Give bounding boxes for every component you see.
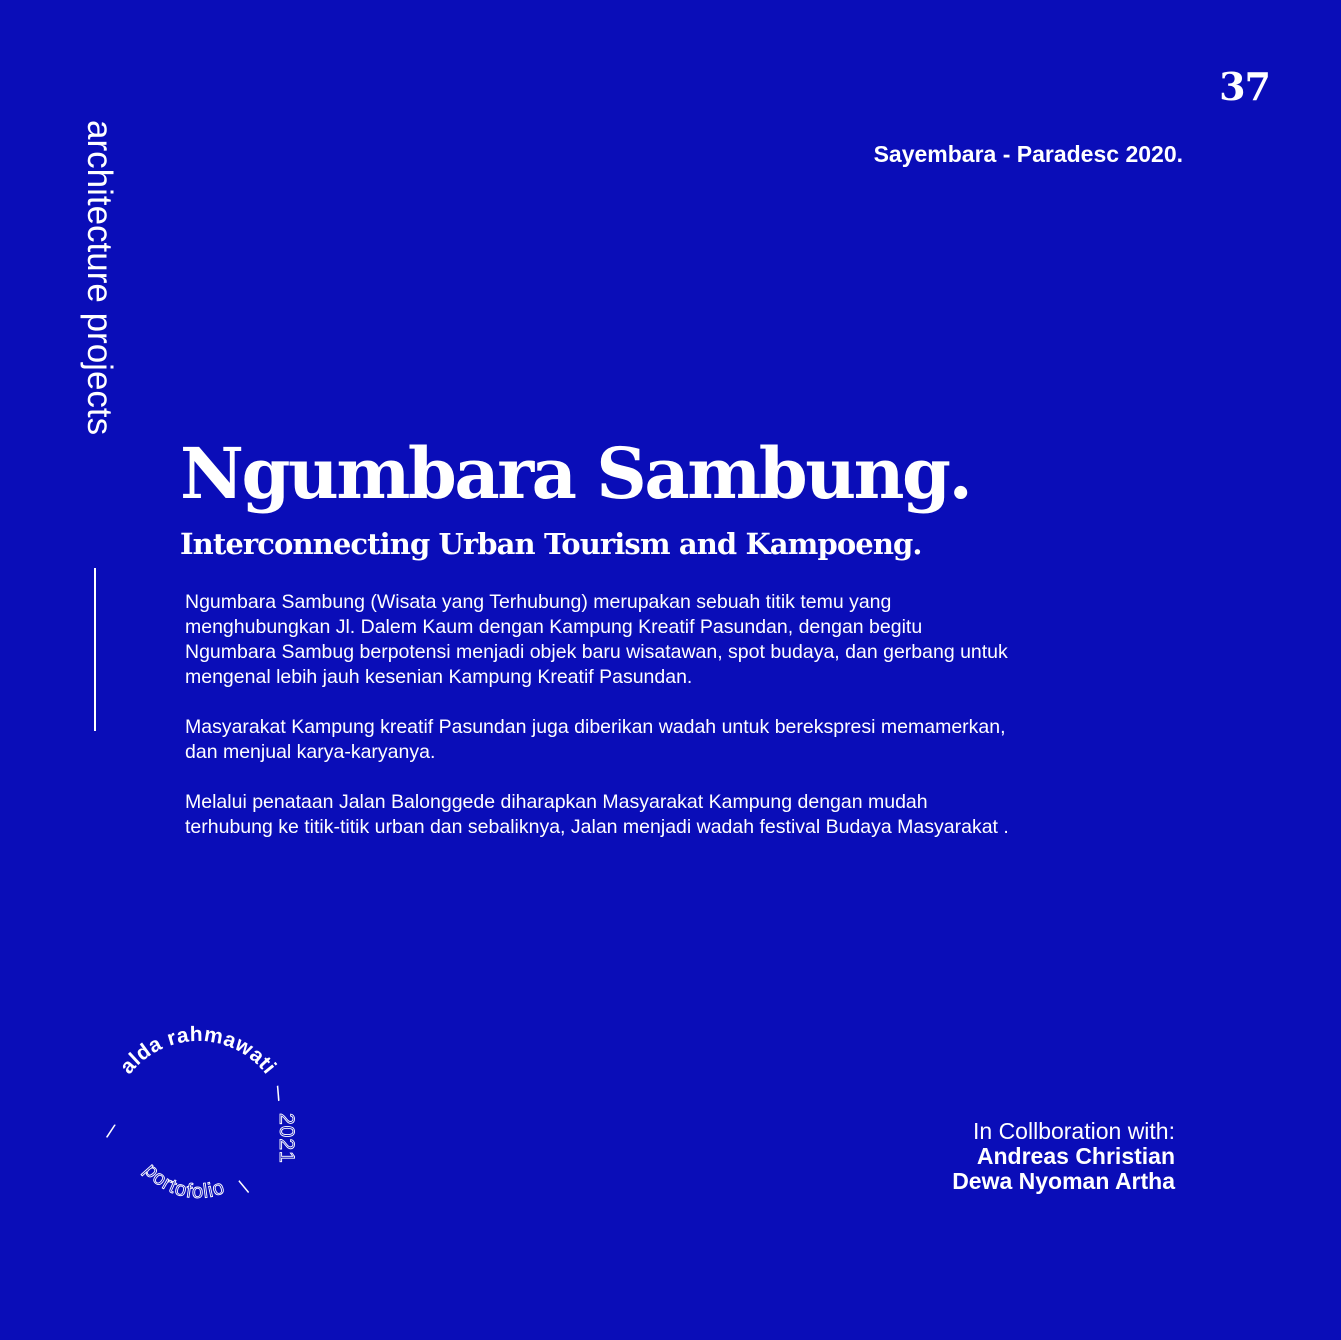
project-subtitle: Interconnecting Urban Tourism and Kampoeng.: [180, 527, 922, 561]
badge-author-name: alda rahmawati: [115, 1022, 281, 1079]
description-paragraph: Ngumbara Sambung (Wisata yang Terhubung) merupakan sebuah titik temu yang menghubungkan Jl. Dalem Kaum dengan Kampung Kreatif Pasundan, dengan begitu Ngumbara Sambug berpotensi menjadi objek baru wisatawan, spot budaya, dan gerbang untuk mengenal lebih jauh kesenian Kampung Kreatif Pasundan.: [185, 591, 1008, 688]
competition-label: Sayembara - Paradesc 2020.: [873, 141, 1183, 167]
collaborator-name: Andreas Christian: [976, 1143, 1175, 1169]
author-circular-badge: [90, 1015, 305, 1230]
collaboration-credits: [952, 1119, 1175, 1194]
collaborator-name: Dewa Nyoman Artha: [952, 1168, 1175, 1194]
project-title: Ngumbara Sambung.: [180, 432, 971, 515]
badge-portfolio-word: portofolio: [139, 1159, 228, 1204]
description-paragraph: Melalui penataan Jalan Balonggede diharapkan Masyarakat Kampung dengan mudah terhubung ke titik-titik urban dan sebaliknya, Jalan menjadi wadah festival Budaya Masyarakat .: [185, 791, 1009, 838]
project-description: [185, 590, 1015, 865]
badge-year: 2021: [275, 1113, 298, 1164]
collaboration-label: In Collboration with:: [973, 1118, 1175, 1144]
description-paragraph: Masyarakat Kampung kreatif Pasundan juga diberikan wadah untuk berekspresi memamerkan, dan menjual karya-karyanya.: [185, 716, 1006, 763]
badge-separator: /: [272, 1083, 285, 1106]
badge-separator: /: [104, 1120, 117, 1144]
page-number: 37: [1219, 64, 1270, 109]
section-divider: [94, 568, 96, 731]
badge-separator: /: [234, 1178, 256, 1196]
section-label: architecture projects: [80, 120, 119, 436]
